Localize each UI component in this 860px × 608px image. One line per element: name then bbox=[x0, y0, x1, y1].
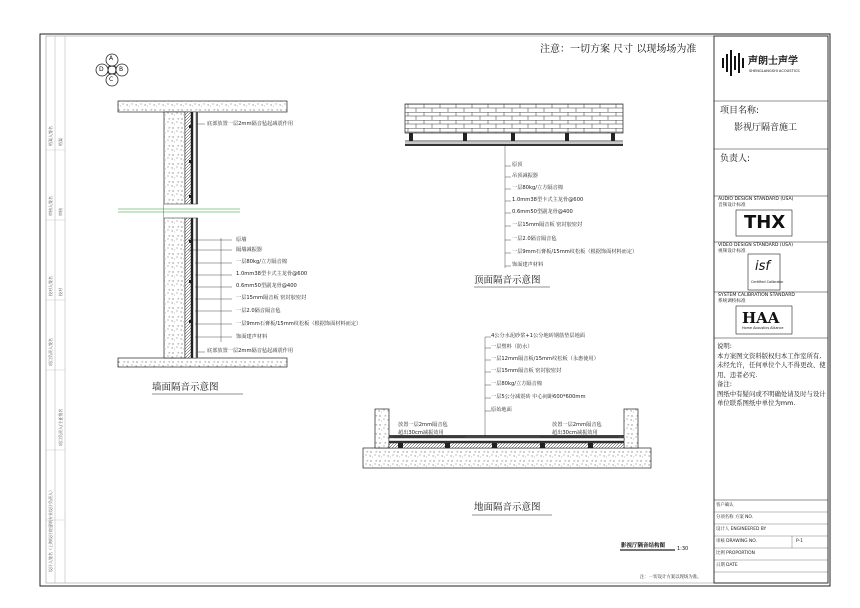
compass-letter-b: B bbox=[119, 66, 124, 73]
left-strip-label: 审核 bbox=[58, 208, 63, 216]
floor-left-note: 超出30cm减振效用 bbox=[398, 430, 444, 436]
title-block-row: 分项名称 方案 NO. bbox=[716, 515, 754, 520]
floor-left-note: 放置一层2mm隔音毡 bbox=[398, 422, 448, 428]
floor-layer: 一层塑料（防水） bbox=[491, 344, 533, 350]
haa-logo-sub: Home Acoustics Alliance bbox=[742, 326, 784, 330]
description-text: 说明: 本方案图文资料版权归本工作室所有, 未经允许，任何单位个人不得更改、使用、违者必究. 备注: 图纸中有疑问或不明确处请及时与设计 单位联系图纸中单位为mm. bbox=[717, 342, 826, 407]
ceiling-layer: 1.0mm38型卡式主龙骨@600 bbox=[512, 197, 584, 203]
brand-logo-text: 声朗士声学 bbox=[748, 56, 798, 67]
compass-letter-c: C bbox=[109, 76, 114, 83]
floor-layer: 原始地面 bbox=[491, 407, 512, 413]
wall-bottom-callout: 底部放置一层2mm隔音毡起减震作用 bbox=[207, 348, 294, 354]
floor-diagram-title: 地面隔音示意图 bbox=[474, 502, 541, 513]
wall-layer: 一层9mm石膏板/15mm纹松板（根据饰面材料而定） bbox=[236, 321, 362, 327]
left-strip-label: 校对人签名 bbox=[48, 276, 53, 296]
wall-layer: 1.0mm38型卡式主龙骨@600 bbox=[236, 271, 308, 277]
brand-logo-icon bbox=[722, 50, 744, 76]
project-label: 项目名称: bbox=[720, 106, 760, 116]
ceiling-layer: 一层9mm石膏板/15mm纹松板（根据饰面材料而定） bbox=[512, 249, 638, 255]
wall-layer: 隔墙减振器 bbox=[236, 247, 262, 253]
standard-caption-cn: 视频设计标准 bbox=[718, 249, 746, 254]
left-strip-label: 项目负责人/主任签名 bbox=[58, 408, 63, 446]
floor-right-note: 超出30cm减振效用 bbox=[552, 430, 598, 436]
isf-logo-sub: Certified Calibrator bbox=[751, 280, 784, 284]
wall-layer: 一层80kg/立方隔音棉 bbox=[236, 259, 287, 265]
brand-logo-subtext: SHENGLANGSHI ACOUSTICS bbox=[749, 69, 800, 73]
left-strip-label: 项目负责人签名 bbox=[48, 338, 53, 366]
title-block-row: 审核 DRAWING NO. bbox=[716, 539, 757, 544]
ceiling-layer: 0.6mm50型副龙骨@400 bbox=[512, 209, 573, 215]
compass-letter-a: A bbox=[109, 55, 114, 62]
title-block-lines bbox=[714, 101, 828, 572]
standard-caption: AUDIO DESIGN STANDARD (USA) bbox=[718, 197, 794, 202]
thx-logo: THX bbox=[744, 212, 786, 233]
left-strip-label: 档案 bbox=[58, 138, 63, 146]
left-strip-label: 设计人签名（上海设计院建筑专业设计负责人） bbox=[48, 488, 53, 572]
drawing-scale: 1:30 bbox=[677, 546, 689, 552]
floor-layer: 一层15mm隔音板 密封胶密封 bbox=[491, 368, 562, 374]
wall-layer: 0.6mm50型副龙骨@400 bbox=[236, 283, 297, 289]
floor-layer: 4公分水泥砂浆+1公分地砖钢筋垫层地面 bbox=[491, 333, 585, 339]
footer-note: 注：一切设计方案以现场为准。 bbox=[640, 575, 702, 580]
sheet-number: P-1 bbox=[796, 539, 803, 544]
ceiling-layer: 一层15mm隔音板 密封胶密封 bbox=[512, 222, 583, 228]
ceiling-layer: 吊顶减振器 bbox=[512, 173, 538, 179]
ceiling-layer: 一层2.0隔音隔音毡 bbox=[512, 236, 557, 242]
floor-right-note: 放置一层2mm隔音毡 bbox=[552, 422, 602, 428]
compass-letter-d: D bbox=[99, 66, 104, 73]
ceiling-layer: 原顶 bbox=[512, 162, 523, 168]
left-strip-label: 档案人签名 bbox=[48, 126, 53, 146]
floor-layer: 一层5公分减震砖 中心间距600*600mm bbox=[491, 394, 586, 400]
floor-layer: 一层12mm隔音板/15mm纹松板（永惠使用） bbox=[491, 356, 599, 362]
standard-caption: VIDEO DESIGN STANDARD (USA) bbox=[718, 243, 794, 248]
wall-diagram-title: 墙面隔音示意图 bbox=[152, 382, 219, 393]
standard-caption: SYSTEM CALIBRATION STANDARD bbox=[718, 293, 795, 298]
floor-layer: 一层80kg/立方隔音棉 bbox=[491, 381, 542, 387]
title-underlines bbox=[152, 287, 675, 550]
left-strip-label: 校对 bbox=[58, 288, 63, 296]
standard-caption-cn: 系统调校标准 bbox=[718, 299, 746, 304]
project-name: 影视厅隔音施工 bbox=[734, 123, 798, 133]
wall-layer: 一层15mm隔音板 密封胶密封 bbox=[236, 295, 307, 301]
wall-layer: 原墙 bbox=[236, 237, 247, 243]
left-strip-label: 审核人签名 bbox=[48, 196, 53, 216]
manager-label: 负责人: bbox=[720, 154, 751, 164]
haa-logo: HAA bbox=[742, 309, 780, 327]
title-block-row: 设计人 ENGINEERED BY bbox=[716, 527, 767, 532]
wall-layer: 饰面建声材料 bbox=[236, 334, 268, 340]
isf-logo: isf bbox=[755, 259, 770, 274]
site-note: 注意：一切方案 尺寸 以现场场为准 bbox=[540, 44, 697, 55]
wall-top-callout: 底部放置一层2mm隔音毡起减震作用 bbox=[207, 121, 294, 127]
drawing-name: 影视厅隔音结构图 bbox=[621, 543, 666, 549]
title-block-row: 日期 DATE bbox=[716, 563, 738, 568]
title-block-row: 比例 PROPORTION bbox=[716, 551, 755, 556]
standard-caption-cn: 音频设计标准 bbox=[718, 203, 746, 208]
ceiling-layer: 饰面建声材料 bbox=[512, 262, 544, 268]
wall-layer: 一层2.0隔音隔音毡 bbox=[236, 308, 281, 314]
title-block-row: 客户确认 bbox=[716, 503, 734, 508]
ceiling-diagram-title: 顶面隔音示意图 bbox=[474, 275, 541, 286]
ceiling-layer: 一层80kg/立方隔音棉 bbox=[512, 185, 563, 191]
